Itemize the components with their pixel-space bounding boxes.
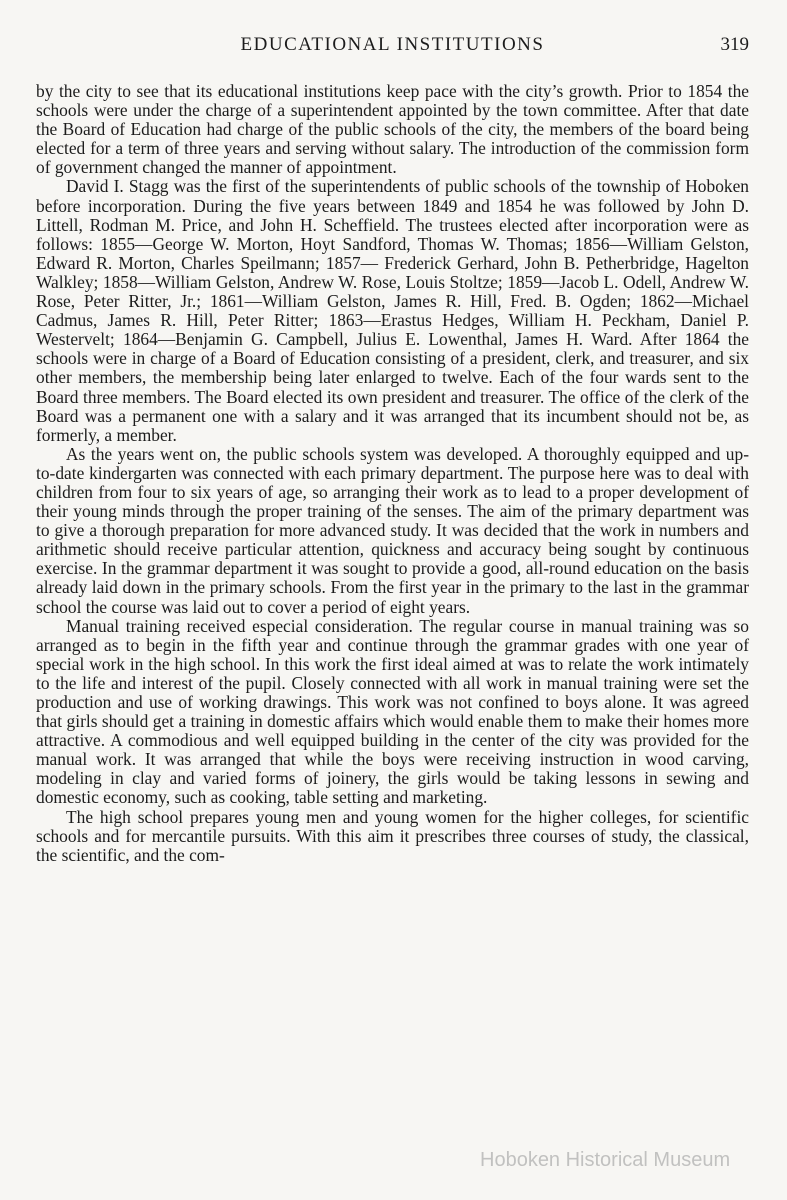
running-head: EDUCATIONAL INSTITUTIONS: [240, 34, 545, 55]
paragraph: by the city to see that its educational institutions keep pace with the city’s growth. Prior to 1854 the schools were under the charge of a superintendent appointed by the town committee. After that date the Board of Education had charge of the public schools of the city, the members of the board being elected for a term of three years and serving without salary. The introduction of the commission form of government changed the manner of appointment.: [36, 81, 749, 178]
paragraph: David I. Stagg was the first of the superintendents of public schools of the township of Hoboken before incorporation. During the five years between 1849 and 1854 he was followed by John D. Littell, Rodman M. Price, and John H. Scheffield. The trustees elected after incorporation were as follows: 1855—George W. Morton, Hoyt Sandford, Thomas W. Thomas; 1856—William Gelston, Edward R. Morton, Charles Speilmann; 1857— Frederick Gerhard, John B. Petherbridge, Hagelton Walkley; 1858—William Gelston, Andrew W. Rose, Louis Stoltze; 1859—Jacob L. Odell, Andrew W. Rose, Peter Ritter, Jr.; 1861—William Gelston, James R. Hill, Fred. B. Ogden; 1862—Michael Cadmus, James R. Hill, Peter Ritter; 1863—Erastus Hedges, William H. Peckham, Daniel P. Westervelt; 1864—Benjamin G. Campbell, Julius E. Lowenthal, James H. Ward. After 1864 the schools were in charge of a Board of Education consisting of a president, clerk, and treasurer, and six other members, the membership being later enlarged to twelve. Each of the four wards sent to the Board three members. The Board elected its own president and treasurer. The office of the clerk of the Board was a permanent one with a salary and it was arranged that its incumbent should not be, as formerly, a member.: [36, 176, 749, 445]
page-number: 319: [720, 34, 749, 55]
paragraph: The high school prepares young men and young women for the higher colleges, for scientific schools and for mercantile pursuits. With this aim it prescribes three courses of study, the classical, the scientific, and the com-: [36, 806, 749, 865]
body-text: [36, 82, 749, 865]
page-header: [36, 30, 749, 60]
paragraph: Manual training received especial consideration. The regular course in manual training was so arranged as to begin in the fifth year and continue through the grammar grades with one year of special work in the high school. In this work the first ideal aimed at was to relate the work intimately to the life and interest of the pupil. Closely connected with all work in manual training were set the production and use of working drawings. This work was not confined to boys alone. It was agreed that girls should get a training in domestic affairs which would enable them to make their homes more attractive. A commodious and well equipped building in the center of the city was provided for the manual work. It was arranged that while the boys were receiving instruction in wood carving, modeling in clay and varied forms of joinery, the girls would be taking lessons in sewing and domestic economy, such as cooking, table setting and marketing.: [36, 615, 749, 808]
watermark: Hoboken Historical Museum: [480, 1149, 731, 1171]
paragraph: As the years went on, the public schools system was developed. A thoroughly equipped and up-to-date kindergarten was connected with each primary department. The purpose here was to deal with children from four to six years of age, so arranging their work as to lead to a proper development of their young minds through the proper training of the senses. The aim of the primary department was to give a thorough preparation for more advanced study. It was decided that the work in numbers and arithmetic should receive particular attention, quickness and accuracy being sought by continuous exercise. In the grammar department it was sought to provide a good, all-round education on the basis already laid down in the primary schools. From the first year in the primary to the last in the grammar school the course was laid out to cover a period of eight years.: [36, 443, 749, 617]
